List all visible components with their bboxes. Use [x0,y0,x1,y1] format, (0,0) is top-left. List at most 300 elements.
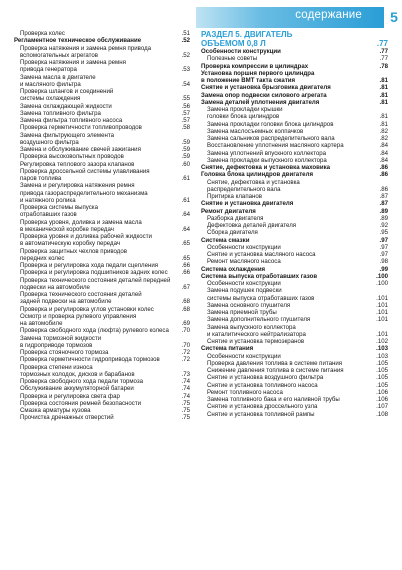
toc-entry-title: Снятие, дефектовка и установка [207,178,300,186]
toc-entry-title: Прочистка дренажных отверстий [20,414,114,422]
toc-entry [201,200,388,207]
toc-entry [14,110,190,117]
toc-entry-page: .81 [379,98,388,106]
toc-entry-title: Замена масла в двигателе [20,73,96,81]
toc-entry-title: Система охлаждения [201,265,266,273]
toc-entry [201,157,388,164]
toc-entry-page: .57 [181,109,190,117]
toc-entry [201,150,388,157]
toc-entry-page: .66 [181,262,190,269]
toc-entry-title: Особенности конструкции [207,280,281,287]
toc-entry-page: .61 [181,175,190,182]
header-title: содержание [295,9,362,21]
toc-entry-title: головки блока цилиндров [207,113,280,121]
toc-entry [201,316,388,323]
toc-entry-title: Замена приемной трубы [207,309,277,316]
toc-entry [201,251,388,258]
toc-entry [201,208,388,215]
toc-entry-title: Проверка натяжения и замена ремня [20,59,126,66]
toc-entry-title: Восстановление уплотнения масляного картера [207,142,344,150]
toc-entry-page: .108 [376,410,388,418]
toc-entry-page: .86 [379,185,388,193]
toc-entry [14,320,190,327]
toc-entry-title: Осмотр и проверка рулевого управления [20,312,137,320]
toc-entry-page: .106 [376,396,388,403]
toc-entry [14,37,190,44]
toc-entry-title: Снятие, дефектовка и установка маховика [201,164,331,171]
toc-entry [14,153,190,160]
toc-entry [201,287,388,294]
toc-entry [201,237,388,244]
toc-entry-page: .77 [379,48,388,55]
toc-entry [201,273,388,280]
toc-entry [201,48,388,55]
toc-entry-page: .61 [181,196,190,204]
toc-entry-title: Проверка давления топлива в системе питания [207,359,343,367]
toc-entry [14,66,190,73]
toc-entry [14,378,190,385]
toc-entry-title: Замена фильтра топливного насоса [20,117,123,124]
toc-entry [14,400,190,407]
toc-entry [201,142,388,149]
toc-entry [14,74,190,81]
toc-entry-title: Замена топливного бака и его наливной трубы [207,396,340,403]
toc-entry-title: в автоматическую коробку передач [20,240,121,248]
toc-entry [14,393,190,400]
toc-entry-title: системы охлаждения [20,95,81,103]
toc-entry-page: .98 [379,258,388,266]
toc-entry-title: Проверка системы выпуска [20,204,98,211]
toc-entry [201,77,388,84]
toc-entry-title: Проверка и регулировка подшипников задних колес [20,269,168,277]
toc-entry-title: ОБЪЕМОМ 0,8 Л [201,39,266,48]
toc-entry-page: .70 [181,341,190,349]
section-title [201,39,388,48]
toc-entry-title: Замена выпускного коллектора [207,323,296,331]
toc-entry-page: .84 [379,149,388,157]
toc-entry [201,135,388,142]
toc-entry-page: .77 [376,39,388,48]
toc-entry-page: .106 [376,388,388,396]
toc-entry-page: .78 [379,62,388,70]
toc-entry-page: .68 [181,305,190,313]
toc-entry-page: .101 [376,301,388,309]
toc-entry-title: Замена опор подвески силового агрегата [201,91,327,99]
toc-entry-title: Замена основного глушителя [207,301,291,309]
toc-entry-page: .51 [181,30,190,37]
toc-entry [14,356,190,363]
toc-entry [14,95,190,102]
toc-entry [14,132,190,139]
toc-entry [14,175,190,182]
toc-entry [201,353,388,360]
toc-entry [201,360,388,367]
toc-entry-title: Система смазки [201,236,250,244]
toc-entry-title: Снятие и установка воздушного фильтра [207,374,324,382]
toc-entry-page: .86 [379,164,388,171]
toc-entry-title: Проверка технического состояния деталей передней [20,276,171,284]
toc-entry-title: Регламентное техническое обслуживание [14,37,142,45]
toc-entry-title: Проверка и регулировка углов установки колес [20,305,154,313]
toc-entry-title: Сборка двигателя [207,229,258,237]
toc-entry-title: Дефектовка деталей двигателя [207,222,297,229]
toc-entry-title: Полезные советы [207,55,258,63]
toc-entry-page: .89 [379,214,388,222]
toc-entry [201,280,388,287]
toc-entry-page: .72 [181,356,190,364]
toc-entry [14,52,190,59]
toc-entry-title: Ремонт масляного насоса [207,258,281,266]
toc-entry-page: .52 [181,37,190,45]
toc-entry-page: .52 [181,51,190,59]
toc-entry-title: подвески на автомобиле [20,283,90,291]
toc-entry-title: воздушного фильтра [20,138,79,146]
toc-entry [14,88,190,95]
toc-entry [14,219,190,226]
toc-entry-page: .68 [181,298,190,306]
toc-entry [14,81,190,88]
toc-entry [14,59,190,66]
toc-entry-title: Особенности конструкции [207,352,281,360]
toc-entry-page: .81 [379,120,388,128]
toc-entry-page: .65 [181,254,190,262]
toc-entry [201,258,388,265]
toc-entry-title: системы выпуска отработавших газов [207,294,315,302]
toc-entry-title: Обслуживание аккумуляторной батареи [20,385,134,393]
toc-entry-title: в гидроприводе тормозов [20,341,93,349]
toc-entry [201,92,388,99]
toc-entry [201,186,388,193]
toc-entry [201,309,388,316]
toc-entry-title: Проверка дроссельной системы улавливания [20,167,150,175]
toc-entry-title: на автомобиле [20,320,63,327]
toc-entry-title: Проверка защитных чехлов приводов [20,247,127,255]
toc-entry-page: .59 [181,138,190,146]
toc-entry-page: .64 [181,211,190,219]
toc-entry [201,367,388,374]
page-header [0,0,402,34]
toc-entry-title: Проверка стояночного тормоза [20,349,109,356]
toc-entry-title: задней подвески на автомобиле [20,298,112,306]
toc-entry [201,164,388,171]
toc-entry [14,385,190,392]
toc-entry-title: Проверка герметичности топливопроводов [20,124,142,132]
toc-entry-title: Система выпуска отработавших газов [201,272,318,280]
toc-entry-page: .107 [376,403,388,411]
toc-entry-page: .87 [379,193,388,200]
toc-entry-page: .101 [376,330,388,338]
toc-entry [201,345,388,352]
toc-entry-title: Проверка уровня и доливка рабочей жидкости [20,233,152,240]
toc-entry [201,55,388,62]
toc-entry-title: паров топлива [20,175,62,182]
toc-entry [14,306,190,313]
toc-entry-title: Замена фильтрующего элемента [20,131,114,139]
toc-entry-page: .82 [379,135,388,142]
toc-entry-title: Установка поршня первого цилиндра [201,69,315,77]
toc-entry-page: .100 [376,280,388,287]
toc-entry [14,298,190,305]
toc-entry-title: передних колес [20,254,65,262]
toc-entry [14,117,190,124]
toc-entry [14,371,190,378]
toc-entry-title: Особенности конструкции [207,243,281,251]
toc-entry-page: .72 [181,349,190,356]
toc-entry-title: Замена уплотнений впускного коллектора [207,149,327,157]
toc-entry [14,255,190,262]
toc-entry-page: .84 [379,142,388,150]
toc-entry-title: Система питания [201,345,254,353]
toc-entry [201,128,388,135]
toc-entry [201,374,388,381]
toc-entry-title: Проверка уровня, доливка и замена масла [20,218,142,226]
toc-entry [201,84,388,91]
toc-entry [201,266,388,273]
toc-entry [201,121,388,128]
toc-entry [201,215,388,222]
toc-entry [14,414,190,421]
toc-entry [14,103,190,110]
toc-entry-page: .69 [181,320,190,327]
toc-entry-page: .99 [379,265,388,273]
toc-entry [14,197,190,204]
toc-entry [14,364,190,371]
toc-entry [14,342,190,349]
toc-entry-title: Снятие и установка масляного насоса [207,251,316,258]
toc-entry [14,407,190,414]
toc-entry-page: .59 [181,146,190,153]
toc-entry-title: и масляного фильтра [20,80,81,88]
toc-entry-page: .65 [181,240,190,248]
toc-entry-title: Проверка и регулировка хода педали сцепления [20,262,159,269]
toc-entry-page: .100 [376,272,388,280]
toc-entry-page: .103 [376,345,388,353]
toc-entry-page: .75 [181,399,190,407]
toc-entry-title: и натяжного ролика [20,196,76,204]
toc-entry-title: Замена прокладки головки блока цилиндров [207,120,334,128]
toc-entry-title: Разборка двигателя [207,214,264,222]
toc-entry-page: .66 [181,269,190,277]
toc-entry-title: Ремонт топливного насоса [207,388,283,396]
toc-entry [14,168,190,175]
toc-entry-title: Проверка компрессии в цилиндрах [201,62,309,70]
toc-entry [201,244,388,251]
toc-entry-page: .67 [181,283,190,291]
toc-entry [201,70,388,77]
toc-entry-page: .103 [376,352,388,360]
toc-entry-title: Проверка герметичности гидропривода тормозов [20,356,160,364]
toc-entry [14,327,190,334]
toc-entry-title: Проверка высоковольтных проводов [20,153,124,161]
toc-entry [201,179,388,186]
toc-entry [14,146,190,153]
toc-entry-title: РАЗДЕЛ 5. ДВИГАТЕЛЬ [201,30,293,39]
toc-entry-title: Проверка состояния ремней безопасности [20,399,142,407]
toc-entry-title: в положение ВМТ такта сжатия [201,77,296,84]
toc-entry-page: .57 [181,117,190,124]
toc-entry-title: привода генератора [20,66,77,74]
toc-entry [201,113,388,120]
toc-entry [14,45,190,52]
toc-entry [14,277,190,284]
toc-entry [201,382,388,389]
page-number: 5 [390,9,398,25]
toc-entry [14,139,190,146]
toc-entry-title: Замена топливного фильтра [20,109,101,117]
toc-entry-page: .87 [379,200,388,208]
toc-entry [14,248,190,255]
toc-entry-page: .74 [181,392,190,400]
toc-entry-title: Снятие и установка двигателя [201,200,294,208]
toc-entry [14,161,190,168]
toc-entry-title: Снижение давления топлива в системе питания [207,367,344,374]
toc-entry-page: .70 [181,327,190,335]
toc-entry-title: Проверка технического состояния деталей [20,291,142,298]
toc-entry-page: .101 [376,309,388,316]
toc-entry [201,302,388,309]
toc-entry-title: Притирка клапанов [207,193,262,200]
toc-entry [201,324,388,331]
toc-entry [14,226,190,233]
toc-entry-page: .77 [379,55,388,63]
toc-entry [201,396,388,403]
toc-entry [14,190,190,197]
toc-entry-page: .92 [379,222,388,229]
toc-entry [14,262,190,269]
toc-entry [14,30,190,37]
toc-entry-page: .86 [379,171,388,179]
toc-entry-page: .81 [379,84,388,92]
toc-entry-page: .54 [181,80,190,88]
toc-entry-page: .105 [376,359,388,367]
toc-entry-title: Снятие и установка топливной рампы [207,410,315,418]
toc-entry-page: .89 [379,207,388,215]
toc-entry-page: .97 [379,243,388,251]
toc-entry-title: Замена прокладки крышки [207,106,283,113]
toc-entry [201,222,388,229]
toc-entry [14,233,190,240]
toc-entry-page: .74 [181,378,190,385]
toc-entry-page: .75 [181,414,190,422]
toc-right-column [201,30,388,418]
toc-entry-page: .73 [181,370,190,378]
toc-entry-page: .81 [379,91,388,99]
toc-entry-page: .82 [379,127,388,135]
toc-left-column [14,30,190,422]
toc-entry [201,389,388,396]
toc-entry-title: привода газораспределительного механизма [20,189,148,197]
toc-entry [14,313,190,320]
toc-entry-title: Проверка натяжения и замена ремня привода [20,44,152,52]
toc-entry-page: .97 [379,251,388,258]
toc-entry-title: Замена и обслуживание свечей зажигания [20,146,141,153]
toc-entry-title: Регулировка теплового зазора клапанов [20,160,135,168]
toc-entry [14,240,190,247]
toc-entry-title: Замена дополнительного глушителя [207,316,311,324]
toc-entry-title: Замена подушек подвески [207,287,282,295]
toc-entry-page: .58 [181,124,190,132]
toc-entry-title: Проверка и регулировка света фар [20,392,120,400]
toc-entry-page: .97 [379,236,388,244]
toc-entry-title: Проверка колес [20,30,65,37]
toc-entry-page: .55 [181,95,190,103]
toc-entry-title: отработавших газов [20,211,77,219]
toc-entry-title: Замена охлаждающей жидкости [20,102,112,110]
toc-entry [14,335,190,342]
toc-entry [14,269,190,276]
toc-entry [14,211,190,218]
toc-entry-title: Ремонт двигателя [201,207,256,215]
toc-entry [201,63,388,70]
toc-entry-title: вспомогательных агрегатов [20,51,99,59]
toc-entry-title: Проверка степени износа [20,363,93,371]
toc-entry-title: тормозных колодок, дисков и барабанов [20,370,135,378]
toc-entry [201,295,388,302]
toc-entry-title: и каталитического нейтрализатора [207,330,306,338]
toc-entry-page: .105 [376,381,388,389]
toc-entry-page: .105 [376,374,388,382]
toc-entry-page: .64 [181,225,190,233]
toc-entry-title: распределительного вала [207,185,281,193]
toc-entry-title: Замена деталей уплотнения двигателя [201,98,320,106]
toc-entry [201,403,388,410]
toc-entry-title: Особенности конструкции [201,48,281,55]
section-title [201,30,388,39]
toc-entry-page: .59 [181,153,190,161]
toc-entry [14,182,190,189]
toc-entry-title: Проверка шлангов и соединений [20,88,114,95]
toc-entry-page: .101 [376,294,388,302]
toc-entry-title: Замена и регулировка натяжения ремня [20,182,135,190]
toc-entry-title: Замена сальников распределительного вала [207,135,335,142]
toc-entry-page: .81 [379,77,388,84]
toc-entry-title: Замена прокладки выпускного коллектора [207,156,327,164]
toc-entry-title: Снятие и установка топливного насоса [207,381,318,389]
toc-entry-title: Снятие и установка термоэкранов [207,338,305,345]
toc-entry [14,204,190,211]
toc-entry-title: Снятие и установка дроссельного узла [207,403,318,411]
toc-entry [201,171,388,178]
toc-entry [201,338,388,345]
toc-entry-title: Проверка свободного хода педали тормоза [20,378,144,385]
toc-entry-page: .53 [181,66,190,74]
toc-entry-page: .95 [379,229,388,237]
toc-entry [201,411,388,418]
toc-entry-title: Снятие и установка брызговика двигателя [201,84,331,92]
toc-entry [201,193,388,200]
toc-entry-page: .101 [376,316,388,324]
toc-entry [14,291,190,298]
toc-entry-page: .84 [379,156,388,164]
toc-entry-page: .102 [376,338,388,345]
toc-entry [14,284,190,291]
toc-entry [201,229,388,236]
toc-entry-title: Смазка арматуры кузова [20,407,91,414]
toc-entry-title: Проверка свободного хода (люфта) рулевого колеса [20,327,169,335]
toc-entry-page: .105 [376,367,388,374]
toc-entry-title: в механической коробке передач [20,225,114,233]
toc-entry-title: Замена маслосъемных колпачков [207,127,304,135]
toc-entry [14,124,190,131]
toc-entry-page: .81 [379,113,388,121]
toc-entry-page: .74 [181,385,190,393]
toc-entry [14,349,190,356]
toc-entry-title: Головка блока цилиндров двигателя [201,171,313,179]
toc-entry [201,99,388,106]
toc-entry-page: .56 [181,102,190,110]
toc-entry [201,331,388,338]
toc-entry-page: .60 [181,160,190,168]
